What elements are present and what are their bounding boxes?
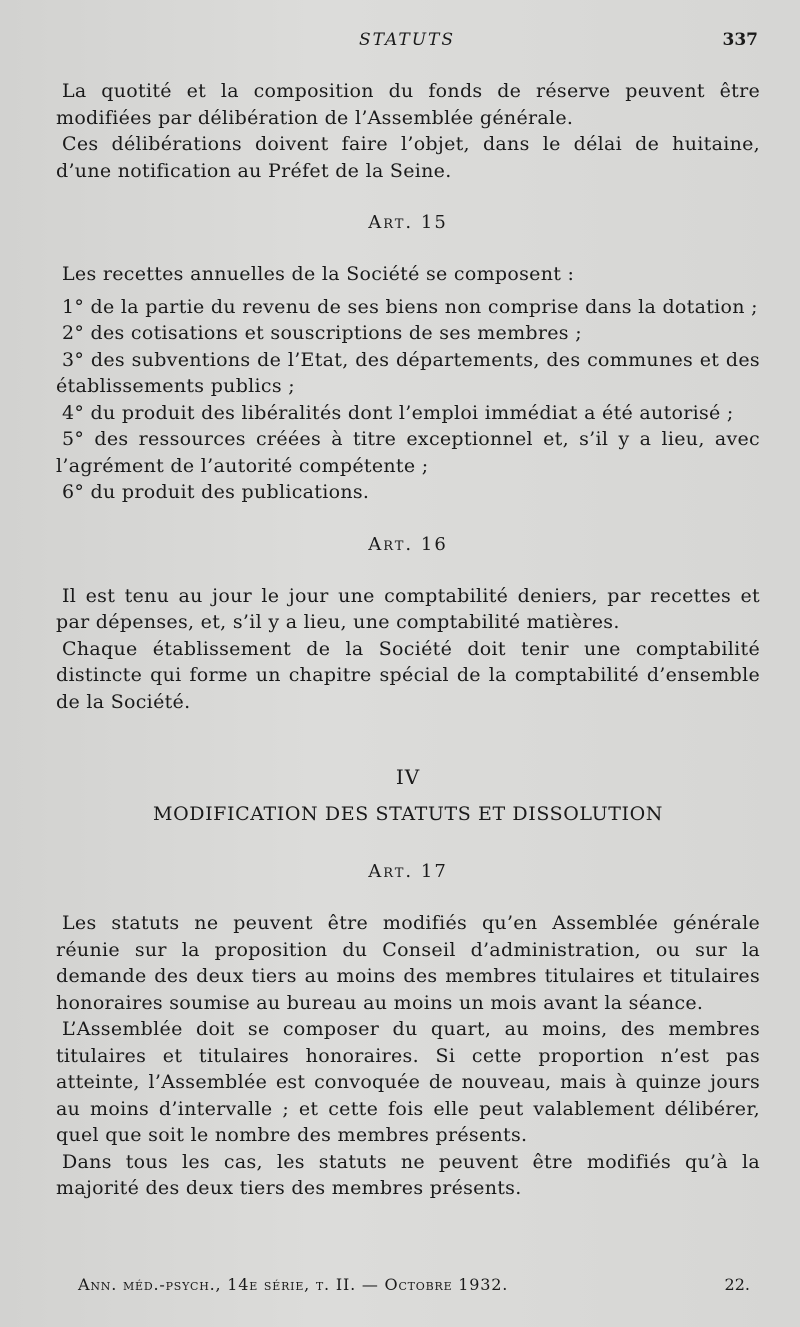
paragraph: L’Assemblée doit se composer du quart, au moins, des membres titulaires et titulaires honoraires. Si cette proportion n’est pas atteinte, l’Assemblée est convoquée de nouveau, mais à quinze jours au moins d’intervalle ; et cette fois elle peut valablement délibérer, quel que soit le nombre des membres présents. xyxy=(56,1018,760,1146)
sheet-number: 22. xyxy=(724,1275,750,1294)
list-item: 2° des cotisations et souscriptions de ses membres ; xyxy=(62,322,582,344)
paragraph: Il est tenu au jour le jour une comptabilité deniers, par recettes et par dépenses, et, s’il y a lieu, une comptabilité matières. xyxy=(56,584,760,633)
list-item: 6° du produit des publications. xyxy=(62,481,370,503)
page-header xyxy=(56,30,758,54)
section-title: MODIFICATION DES STATUTS ET DISSOLUTION xyxy=(153,803,663,825)
article-heading-16: Art. 16 xyxy=(368,533,448,555)
paragraph: Ces délibérations doivent faire l’objet, dans le délai de huitaine, d’une notification au Préfet de la Seine. xyxy=(56,133,760,182)
running-title: STATUTS xyxy=(358,30,456,50)
list-item: 5° des ressources créées à titre exceptionnel et, s’il y a lieu, avec l’agrément de l’autorité compétente ; xyxy=(56,428,760,477)
section-number: IV xyxy=(395,765,421,789)
paragraph: Les recettes annuelles de la Société se composent : xyxy=(62,263,575,285)
paragraph: Chaque établissement de la Société doit tenir une comptabilité distincte qui forme un chapitre spécial de la comptabilité d’ensemble de la Société. xyxy=(56,637,760,713)
list-item: 1° de la partie du revenu de ses biens non comprise dans la dotation ; xyxy=(62,295,758,318)
page-footer xyxy=(78,1275,750,1294)
journal-citation: Ann. méd.-psych., 14e série, t. II. — Octobre 1932. xyxy=(78,1275,509,1294)
list-item: 4° du produit des libéralités dont l’emploi immédiat a été autorisé ; xyxy=(62,401,734,424)
article-heading-15: Art. 15 xyxy=(368,212,448,233)
page-number: 337 xyxy=(722,30,758,50)
paragraph: Les statuts ne peuvent être modifiés qu’en Assemblée générale réunie sur la proposition du Conseil d’administration, ou sur la demande des deux tiers au moins des membres titulaires et titulaires honoraires soumise au bureau au moins un mois avant la séance. xyxy=(56,912,760,1014)
list-item: 3° des subventions de l’Etat, des départements, des communes et des établissements publics ; xyxy=(56,348,760,397)
paragraph: La quotité et la composition du fonds de réserve peuvent être modifiées par délibération de l’Assemblée générale. xyxy=(56,80,760,129)
article-heading-17: Art. 17 xyxy=(368,861,448,882)
paragraph: Dans tous les cas, les statuts ne peuvent être modifiés qu’à la majorité des deux tiers des membres présents. xyxy=(56,1150,760,1199)
page-body xyxy=(56,78,760,1202)
